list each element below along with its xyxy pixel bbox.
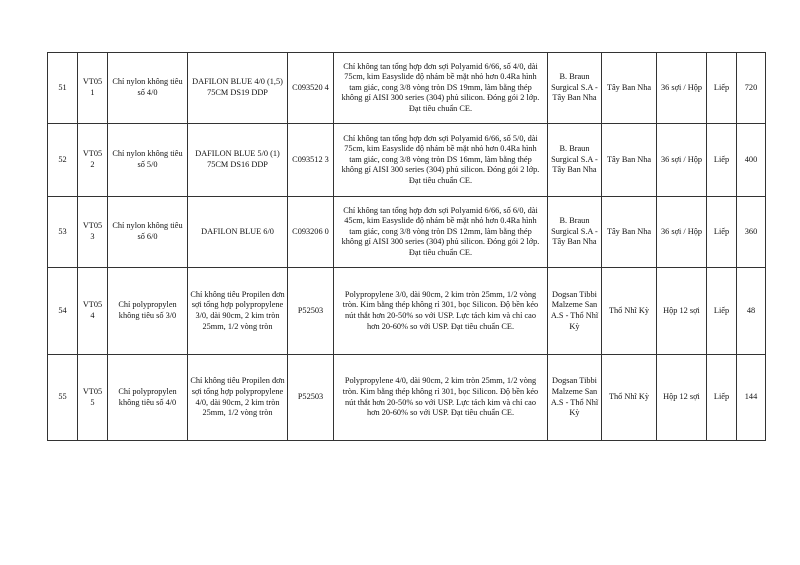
table-row	[48, 124, 766, 197]
item-name: Chỉ nylon không tiêu số 4/0	[108, 53, 188, 124]
reference-code: C093206 0	[288, 197, 334, 268]
specification: Chỉ không tan tổng hợp đơn sợi Polyamid 6/66, số 4/0, dài 75cm, kim Easyslide độ nhám bề mặt nhỏ hơn 0.4Ra hình tam giác, cong 3/8 vòng tròn DS 19mm, làm bằng thép không gỉ AISI 300 series (304) phủ silicon. Đóng gói 2 lớp. Đạt tiêu chuẩn CE.	[334, 53, 548, 124]
row-number: 51	[48, 53, 78, 124]
packaging: Hộp 12 sợi	[657, 355, 707, 441]
origin-country: Thổ Nhĩ Kỳ	[602, 355, 657, 441]
row-number: 53	[48, 197, 78, 268]
unit: Liếp	[707, 268, 737, 355]
packaging: 36 sợi / Hộp	[657, 124, 707, 197]
unit: Liếp	[707, 355, 737, 441]
row-number: 54	[48, 268, 78, 355]
packaging: 36 sợi / Hộp	[657, 197, 707, 268]
specification: Polypropylene 4/0, dài 90cm, 2 kim tròn 25mm, 1/2 vòng tròn. Kim bằng thép không rỉ 301, bọc Silicon. Độ bền kéo nút thắt hơn 20-50% so với USP. Lực tách kim và chỉ cao hơn 20-60% so với USP. Đạt tiêu chuẩn CE.	[334, 355, 548, 441]
brand-name: DAFILON BLUE 6/0	[188, 197, 288, 268]
reference-code: P52503	[288, 268, 334, 355]
item-code: VT05 1	[78, 53, 108, 124]
row-number: 55	[48, 355, 78, 441]
unit: Liếp	[707, 197, 737, 268]
reference-code: C093520 4	[288, 53, 334, 124]
brand-name: DAFILON BLUE 5/0 (1) 75CM DS16 DDP	[188, 124, 288, 197]
packaging: 36 sợi / Hộp	[657, 53, 707, 124]
specification: Chỉ không tan tổng hợp đơn sợi Polyamid 6/66, số 5/0, dài 75cm, kim Easyslide độ nhám bề mặt nhỏ hơn 0.4Ra hình tam giác, cong 3/8 vòng tròn DS 16mm, làm bằng thép không gỉ AISI 300 series (304) phủ silicon. Đóng gói 2 lớp. Đạt tiêu chuẩn CE.	[334, 124, 548, 197]
table-row	[48, 53, 766, 124]
table-row	[48, 268, 766, 355]
item-code: VT05 5	[78, 355, 108, 441]
quantity: 48	[737, 268, 766, 355]
table-row	[48, 197, 766, 268]
manufacturer: B. Braun Surgical S.A - Tây Ban Nha	[548, 124, 602, 197]
unit: Liếp	[707, 53, 737, 124]
manufacturer: Dogsan Tibbi Malzeme San A.S - Thổ Nhĩ Kỳ	[548, 268, 602, 355]
manufacturer: B. Braun Surgical S.A - Tây Ban Nha	[548, 53, 602, 124]
specification: Polypropylene 3/0, dài 90cm, 2 kim tròn 25mm, 1/2 vòng tròn. Kim bằng thép không rỉ 301, bọc Silicon. Độ bền kéo nút thắt hơn 20-50% so với USP. Lực tách kim và chỉ cao hơn 20-60% so với USP. Đạt tiêu chuẩn CE.	[334, 268, 548, 355]
row-number: 52	[48, 124, 78, 197]
quantity: 144	[737, 355, 766, 441]
manufacturer: B. Braun Surgical S.A - Tây Ban Nha	[548, 197, 602, 268]
item-code: VT05 4	[78, 268, 108, 355]
brand-name: DAFILON BLUE 4/0 (1,5) 75CM DS19 DDP	[188, 53, 288, 124]
origin-country: Tây Ban Nha	[602, 197, 657, 268]
specification: Chỉ không tan tổng hợp đơn sợi Polyamid 6/66, số 6/0, dài 45cm, kim Easyslide độ nhám bề mặt nhỏ hơn 0.4Ra hình tam giác, cong 3/8 vòng tròn DS 12mm, làm bằng thép không gỉ AISI 300 series (304) phủ silicon. Đóng gói 2 lớp. Đạt tiêu chuẩn CE.	[334, 197, 548, 268]
origin-country: Tây Ban Nha	[602, 53, 657, 124]
packaging: Hộp 12 sợi	[657, 268, 707, 355]
item-name: Chỉ polypropylen không tiêu số 4/0	[108, 355, 188, 441]
origin-country: Tây Ban Nha	[602, 124, 657, 197]
quantity: 400	[737, 124, 766, 197]
brand-name: Chỉ không tiêu Propilen đơn sợi tổng hợp polypropylene 4/0, dài 90cm, 2 kim tròn 25mm, 1/2 vòng tròn	[188, 355, 288, 441]
unit: Liếp	[707, 124, 737, 197]
brand-name: Chỉ không tiêu Propilen đơn sợi tổng hợp polypropylene 3/0, dài 90cm, 2 kim tròn 25mm, 1/2 vòng tròn	[188, 268, 288, 355]
quantity: 720	[737, 53, 766, 124]
manufacturer: Dogsan Tibbi Malzeme San A.S - Thổ Nhĩ Kỳ	[548, 355, 602, 441]
reference-code: P52503	[288, 355, 334, 441]
table-row	[48, 355, 766, 441]
origin-country: Thổ Nhĩ Kỳ	[602, 268, 657, 355]
quantity: 360	[737, 197, 766, 268]
reference-code: C093512 3	[288, 124, 334, 197]
supply-table	[47, 52, 766, 441]
item-name: Chỉ nylon không tiêu số 5/0	[108, 124, 188, 197]
item-code: VT05 2	[78, 124, 108, 197]
item-name: Chỉ polypropylen không tiêu số 3/0	[108, 268, 188, 355]
item-code: VT05 3	[78, 197, 108, 268]
item-name: Chỉ nylon không tiêu số 6/0	[108, 197, 188, 268]
